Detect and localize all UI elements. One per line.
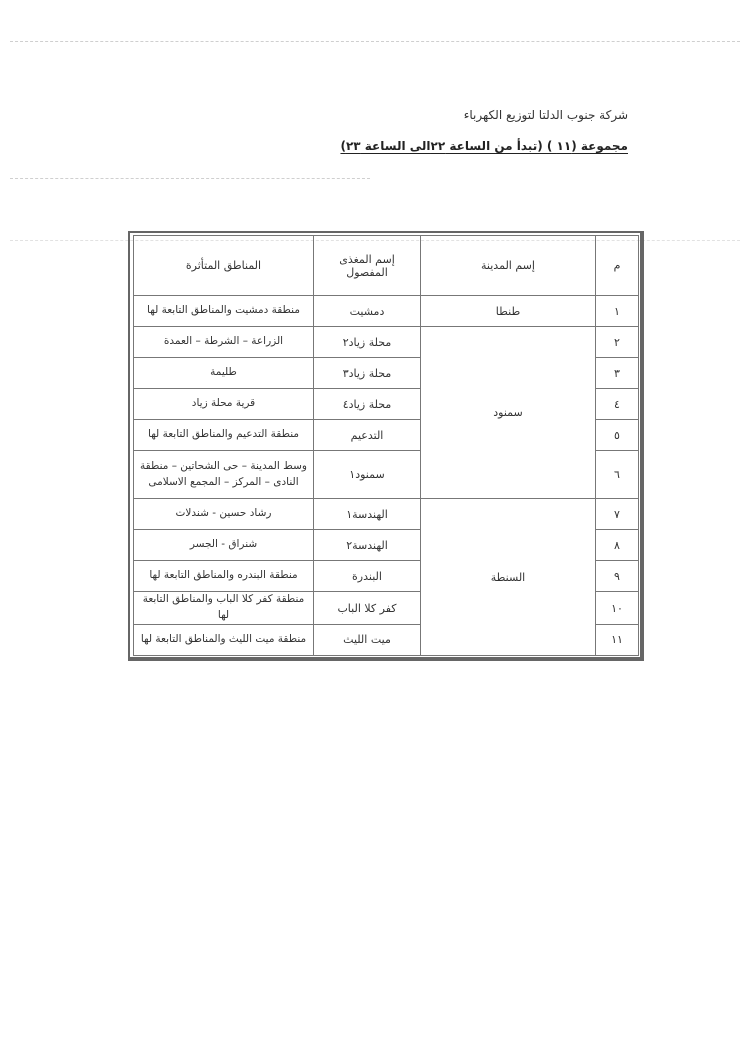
row-number: ٤ — [596, 389, 639, 420]
row-number: ٨ — [596, 530, 639, 561]
feeder-name: دمشيت — [314, 296, 421, 327]
feeder-name: كفر كلا الباب — [314, 592, 421, 625]
affected-areas: شنراق - الجسر — [134, 530, 314, 561]
affected-areas: قرية محلة زياد — [134, 389, 314, 420]
row-number: ٦ — [596, 451, 639, 499]
header-city: إسم المدينة — [421, 236, 596, 296]
affected-areas: الزراعة – الشرطة – العمدة — [134, 327, 314, 358]
affected-areas: طليمة — [134, 358, 314, 389]
row-number: ٩ — [596, 561, 639, 592]
header-number: م — [596, 236, 639, 296]
row-number: ١٠ — [596, 592, 639, 625]
header-areas: المناطق المتأثرة — [134, 236, 314, 296]
affected-areas: منطقة ميت الليث والمناطق التابعة لها — [134, 624, 314, 655]
outage-table — [133, 235, 639, 656]
city-santa: السنطة — [421, 499, 596, 656]
feeder-name: سمنود١ — [314, 451, 421, 499]
affected-areas: منطقة التدعيم والمناطق التابعة لها — [134, 420, 314, 451]
city-samannoud: سمنود — [421, 327, 596, 499]
header-row — [134, 236, 639, 296]
feeder-name: الهندسة٢ — [314, 530, 421, 561]
feeder-name: التدعيم — [314, 420, 421, 451]
row-number: ١ — [596, 296, 639, 327]
feeder-name: محلة زياد٤ — [314, 389, 421, 420]
table-row — [134, 296, 639, 327]
group-schedule-title: مجموعة (١١ ) (تبدأ من الساعة ٢٢الى الساعة ٢٣) — [340, 139, 628, 153]
row-number: ٣ — [596, 358, 639, 389]
company-name: شركة جنوب الدلتا لتوزيع الكهرباء — [463, 108, 628, 122]
table-row — [134, 327, 639, 358]
feeder-name: الهندسة١ — [314, 499, 421, 530]
affected-areas: منطقة البندره والمناطق التابعة لها — [134, 561, 314, 592]
feeder-name: محلة زياد٢ — [314, 327, 421, 358]
scan-artifact-mid — [10, 178, 370, 179]
row-number: ٧ — [596, 499, 639, 530]
table-row — [134, 499, 639, 530]
scan-artifact-top — [10, 41, 740, 42]
header-feeder: إسم المغذى المفصول — [314, 236, 421, 296]
feeder-name: البندرة — [314, 561, 421, 592]
affected-areas: منطقة دمشيت والمناطق التابعة لها — [134, 296, 314, 327]
feeder-name: محلة زياد٣ — [314, 358, 421, 389]
feeder-name: ميت الليث — [314, 624, 421, 655]
row-number: ٢ — [596, 327, 639, 358]
affected-areas: وسط المدينة – حى الشحاتين – منطقة النادى – المركز – المجمع الاسلامى — [134, 451, 314, 499]
affected-areas: منطقة كفر كلا الباب والمناطق التابعة لها — [134, 592, 314, 625]
row-number: ٥ — [596, 420, 639, 451]
affected-areas: رشاد حسين - شندلات — [134, 499, 314, 530]
city-tanta: طنطا — [421, 296, 596, 327]
row-number: ١١ — [596, 624, 639, 655]
